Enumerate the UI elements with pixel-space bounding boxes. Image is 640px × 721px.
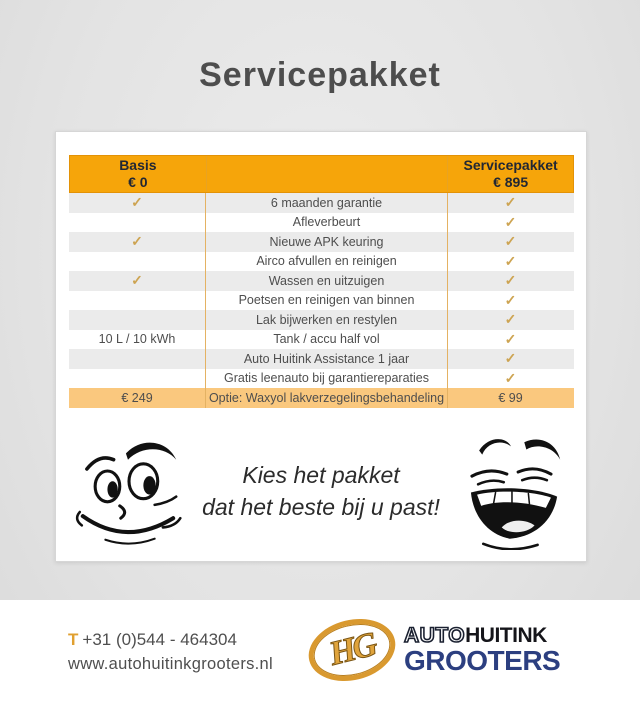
service-label: 6 maanden garantie: [270, 195, 383, 210]
phone-icon: T: [68, 630, 79, 649]
checkmark-icon: ✓: [447, 291, 573, 311]
service-label: Poetsen en reinigen van binnen: [238, 293, 415, 308]
tagline-text: [188, 459, 454, 523]
flyer-card: [55, 131, 587, 562]
tagline-strip: [70, 432, 572, 550]
laughing-face-illustration: [454, 432, 572, 550]
basis-header-title: Basis: [119, 157, 157, 173]
checkmark-icon: ✓: [447, 213, 573, 233]
checkmark-icon: ✓: [447, 271, 573, 291]
basis-value: [69, 369, 206, 389]
checkmark-icon: ✓: [447, 349, 573, 369]
service-comparison-table: [69, 155, 574, 408]
website-link[interactable]: www.autohuitinkgrooters.nl: [68, 655, 273, 673]
basis-header-price: € 0: [128, 174, 148, 190]
basis-value: [69, 349, 206, 369]
service-label: Wassen en uitzuigen: [268, 273, 385, 288]
service-label: Nieuwe APK keuring: [269, 234, 384, 249]
basis-value: [69, 310, 206, 330]
checkmark-icon: ✓: [447, 369, 573, 389]
header-spacer: [207, 156, 448, 192]
table-row: [69, 330, 574, 350]
option-row: [69, 388, 574, 408]
table-row: [69, 349, 574, 369]
basis-value: [69, 213, 206, 233]
option-basis-price: € 249: [69, 388, 206, 408]
basis-value: [69, 252, 206, 272]
servicepakket-header-price: € 895: [493, 174, 529, 190]
phone-line: [68, 630, 273, 650]
checkmark-icon: ✓: [447, 232, 573, 252]
servicepakket-header: [447, 156, 573, 192]
option-label: Optie: Waxyol lakverzegelingsbehandeling: [208, 391, 445, 405]
basis-header: [70, 156, 207, 192]
option-pakket-price: € 99: [447, 388, 573, 408]
table-header: [69, 155, 574, 193]
service-label: Auto Huitink Assistance 1 jaar: [243, 351, 410, 366]
checkmark-icon: ✓: [69, 232, 206, 252]
table-row: [69, 369, 574, 389]
table-row: [69, 213, 574, 233]
basis-value: 10 L / 10 kWh: [69, 330, 206, 350]
page-title: Servicepakket: [199, 56, 441, 94]
tagline-line2: dat het beste bij u past!: [202, 494, 440, 520]
contact-block: [68, 630, 273, 674]
table-row: [69, 232, 574, 252]
phone-number: +31 (0)544 - 464304: [82, 630, 237, 649]
table-row: [69, 271, 574, 291]
checkmark-icon: ✓: [69, 193, 206, 213]
table-row: [69, 310, 574, 330]
service-label: Afleverbeurt: [292, 215, 361, 230]
table-body: [69, 193, 574, 388]
hg-monogram-icon: [302, 610, 402, 690]
service-label: Tank / accu half vol: [273, 332, 380, 347]
hg-monogram-text: HG: [325, 626, 379, 673]
service-label: Gratis leenauto bij garantiereparaties: [224, 371, 429, 386]
service-label: Airco afvullen en reinigen: [256, 254, 397, 269]
table-row: [69, 252, 574, 272]
checkmark-icon: ✓: [447, 193, 573, 213]
company-logo: [308, 620, 560, 680]
checkmark-icon: ✓: [447, 310, 573, 330]
table-row: [69, 291, 574, 311]
logo-word-auto: AUTO: [404, 624, 466, 647]
servicepakket-header-title: Servicepakket: [463, 157, 558, 173]
table-row: [69, 193, 574, 213]
service-label: Lak bijwerken en restylen: [255, 312, 398, 327]
tagline-line1: Kies het pakket: [242, 462, 400, 488]
smiling-face-illustration: [70, 432, 188, 550]
checkmark-icon: ✓: [447, 330, 573, 350]
checkmark-icon: ✓: [447, 252, 573, 272]
basis-value: [69, 291, 206, 311]
checkmark-icon: ✓: [69, 271, 206, 291]
logo-word-grooters: GROOTERS: [404, 645, 561, 676]
logo-word-huitink: HUITINK: [465, 624, 547, 647]
footer: [0, 600, 640, 721]
logo-wordmark: [404, 625, 560, 675]
